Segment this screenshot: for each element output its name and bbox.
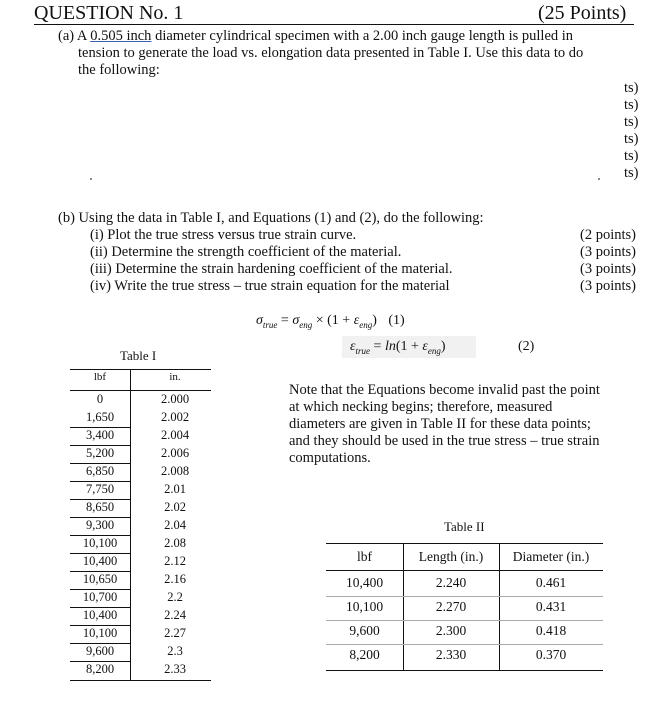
part-a-line-2: tension to generate the load vs. elongation data presented in Table I. Use this data to do — [78, 45, 584, 61]
table-2-row-rule — [326, 620, 603, 621]
part-b-intro: (b) Using the data in Table I, and Equations (1) and (2), do the following: — [58, 210, 484, 226]
table-1-cell-in: 2.16 — [164, 572, 186, 586]
stray-mark — [90, 178, 92, 180]
table-1-cell-in: 2.24 — [164, 608, 186, 622]
note-line-2: at which necking begins; therefore, measured — [289, 399, 553, 415]
table-1-cell-in: 2.002 — [160, 410, 190, 424]
table-1-cell-in: 2.12 — [164, 554, 186, 568]
table-2-cell-length: 2.240 — [435, 575, 467, 590]
table-1-cell-lbf: 5,200 — [85, 446, 115, 460]
equation-2-number: (2) — [518, 339, 535, 354]
part-b-item-4-points: (3 points) — [580, 278, 636, 294]
table-2-header-length: Length (in.) — [418, 549, 484, 564]
table-1-cell-lbf: 0 — [96, 392, 104, 406]
stray-mark — [598, 178, 600, 180]
table-1-cell-in: 2.27 — [164, 626, 186, 640]
table-1-cell-in: 2.006 — [160, 446, 190, 460]
table-1-cell-lbf: 10,100 — [82, 536, 118, 550]
table-1-bottom-rule — [70, 680, 211, 681]
table-1-cell-lbf: 10,650 — [82, 572, 118, 586]
table-1-cell-in: 2.008 — [160, 464, 190, 478]
table-1-cell-in: 2.08 — [164, 536, 186, 550]
table-1-cell-in: 2.3 — [167, 644, 183, 658]
table-1-cell-lbf: 3,400 — [85, 428, 115, 442]
part-a-line-1-rest: diameter cylindrical specimen with a 2.00 inch gauge length is pulled in — [151, 28, 574, 44]
diameter-link[interactable]: 0.505 inch — [90, 28, 152, 44]
part-b-item-1-points: (2 points) — [580, 227, 636, 243]
table-2-row-rule — [326, 596, 603, 597]
table-1-cell-lbf: 10,700 — [82, 590, 118, 604]
table-1-cell-in: 2.33 — [164, 662, 186, 676]
table-1-header-in: in. — [169, 371, 181, 383]
header-rule — [34, 24, 634, 25]
part-a-line-1 — [58, 28, 573, 45]
table-2-cell-length: 2.300 — [435, 623, 467, 638]
part-b-item-2: (ii) Determine the strength coefficient of the material. — [90, 244, 402, 260]
table-2-bottom-rule — [326, 670, 603, 671]
table-1-cell-in: 2.004 — [160, 428, 190, 442]
question-title: QUESTION No. 1 — [34, 2, 184, 24]
table-1-cell-lbf: 10,400 — [82, 554, 118, 568]
part-a-fragment: ts) — [624, 148, 639, 164]
equation-2: $\varepsilon_{true} = \ln(1 + \varepsilon_{eng})$ — [350, 339, 446, 356]
table-2-cell-diameter: 0.370 — [535, 647, 567, 662]
table-2-cell-diameter: 0.431 — [535, 599, 567, 614]
note-line-1: Note that the Equations become invalid past the point — [289, 382, 600, 398]
table-2-top-rule — [326, 543, 603, 544]
note-line-5: computations. — [289, 450, 371, 466]
table-2-cell-diameter: 0.461 — [535, 575, 567, 590]
table-1-cell-lbf: 1,650 — [85, 410, 115, 424]
part-b-item-1: (i) Plot the true stress versus true strain curve. — [90, 227, 357, 243]
part-b-item-3-points: (3 points) — [580, 261, 636, 277]
table-2-cell-length: 2.270 — [435, 599, 467, 614]
equation-1: $\sigma_{true} = \sigma_{eng} \times (1 + \varepsilon_{eng})$ (1) — [256, 313, 405, 330]
table-1-cell-lbf: 6,850 — [85, 464, 115, 478]
table-2-cell-length: 2.330 — [435, 647, 467, 662]
table-1-divider — [130, 369, 131, 680]
note-line-3: diameters are given in Table II for these data points; — [289, 416, 591, 432]
note-line-4: and they should be used in the true stress – true strain — [289, 433, 600, 449]
table-1-cell-lbf: 8,200 — [85, 662, 115, 676]
table-1-cell-in: 2.01 — [164, 482, 186, 496]
part-a-fragment: ts) — [624, 131, 639, 147]
table-2-cell-lbf: 9,600 — [349, 623, 380, 638]
table-1-cell-in: 2.04 — [164, 518, 186, 532]
table-2-header-lbf: lbf — [357, 549, 372, 564]
part-a-fragment: ts) — [624, 114, 639, 130]
table-2-cell-lbf: 10,400 — [345, 575, 384, 590]
table-1-header-lbf: lbf — [93, 371, 107, 383]
part-a-prefix: (a) A — [58, 28, 91, 44]
question-points: (25 Points) — [538, 2, 627, 24]
table-2-header-rule — [326, 570, 603, 571]
table-1-cell-in: 2.02 — [164, 500, 186, 514]
table-2-cell-lbf: 10,100 — [345, 599, 384, 614]
table-2-cell-lbf: 8,200 — [349, 647, 380, 662]
table-2-caption: Table II — [444, 519, 485, 534]
part-a-fragment: ts) — [624, 97, 639, 113]
table-1-cell-lbf: 10,100 — [82, 626, 118, 640]
part-a-line-3: the following: — [78, 62, 160, 78]
part-a-fragment: ts) — [624, 165, 639, 181]
part-a-fragment: ts) — [624, 80, 639, 96]
table-1-caption: Table I — [120, 348, 157, 363]
part-b-item-2-points: (3 points) — [580, 244, 636, 260]
table-1-cell-in: 2.000 — [160, 392, 190, 406]
table-2-row-rule — [326, 644, 603, 645]
table-2-cell-diameter: 0.418 — [535, 623, 567, 638]
part-b-item-3: (iii) Determine the strain hardening coefficient of the material. — [90, 261, 453, 277]
table-1-cell-in: 2.2 — [167, 590, 183, 604]
table-1-header-rule — [70, 390, 211, 391]
table-2-header-diameter: Diameter (in.) — [512, 549, 590, 564]
table-1-cell-lbf: 7,750 — [85, 482, 115, 496]
table-1-top-rule — [70, 369, 211, 370]
table-1-cell-lbf: 9,300 — [85, 518, 115, 532]
part-b-item-4: (iv) Write the true stress – true strain equation for the material — [90, 278, 450, 294]
table-1-cell-lbf: 9,600 — [85, 644, 115, 658]
table-1-cell-lbf: 10,400 — [82, 608, 118, 622]
table-1-cell-lbf: 8,650 — [85, 500, 115, 514]
